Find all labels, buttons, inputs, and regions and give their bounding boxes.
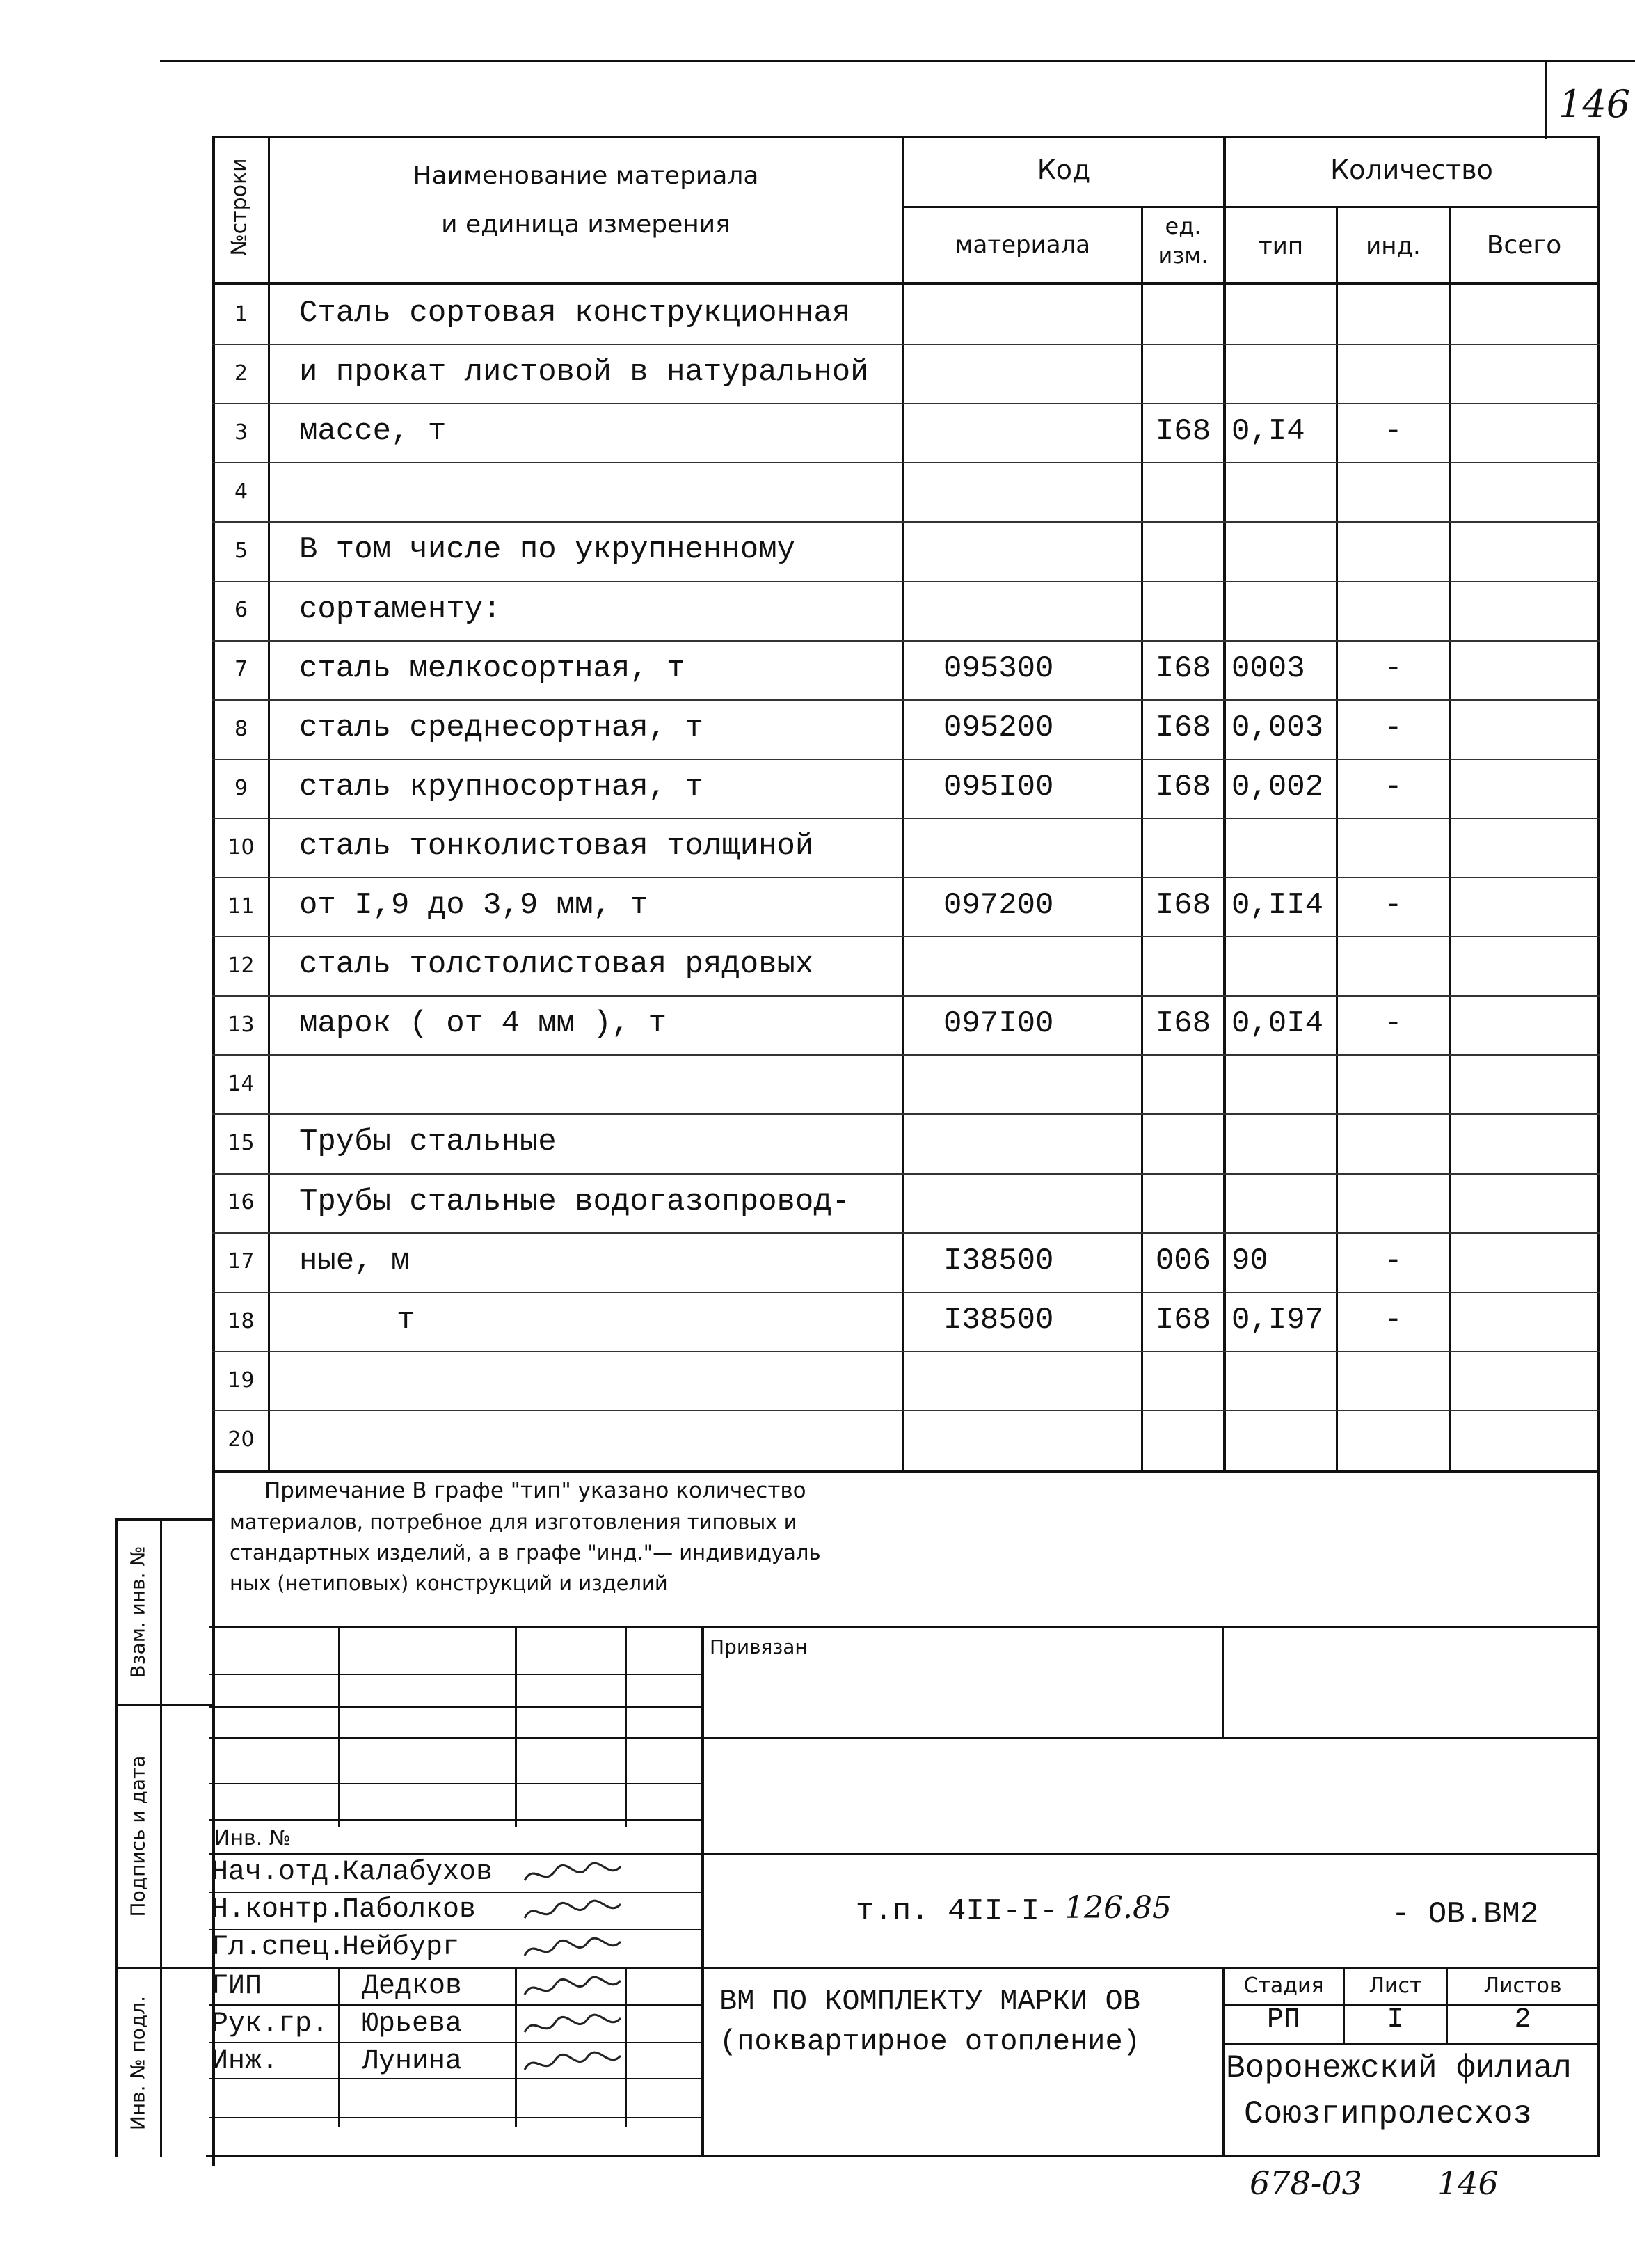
signer-role: ГИП xyxy=(212,1971,262,2002)
unit-code: I68 xyxy=(1155,710,1211,745)
signer-name: Юрьева xyxy=(362,2008,463,2040)
row-number: 16 xyxy=(228,1190,255,1215)
side-label-podpis: Подпись и дата xyxy=(126,1755,150,1917)
row-number: 14 xyxy=(228,1072,255,1097)
stage-value: РП xyxy=(1266,2004,1300,2036)
name-header-line2: и единица измерения xyxy=(441,210,731,239)
signature-icon xyxy=(520,2049,625,2082)
unit-code: I68 xyxy=(1155,888,1211,923)
material-name: и прокат листовой в натуральной xyxy=(299,355,869,390)
unit-code: I68 xyxy=(1155,1006,1211,1042)
signer-role: Нач.отд. xyxy=(212,1857,346,1888)
unit-code: I68 xyxy=(1155,1302,1211,1338)
row-number: 18 xyxy=(228,1308,255,1333)
unit-code: I68 xyxy=(1155,414,1211,450)
signer-role: Н.контр. xyxy=(212,1894,346,1926)
doc-code-right: - ОВ.ВМ2 xyxy=(1391,1897,1539,1932)
note-line4: ных (нетиповых) конструкций и изделий xyxy=(230,1571,668,1595)
signer-name: Калабухов xyxy=(342,1857,493,1888)
row-number: 15 xyxy=(228,1131,255,1156)
type-quantity: 0,I4 xyxy=(1231,414,1305,450)
individual-quantity: - xyxy=(1384,769,1403,804)
name-header-line1: Наименование материала xyxy=(413,161,759,190)
material-code: 095300 xyxy=(943,651,1054,686)
unit-code: I68 xyxy=(1155,651,1211,686)
material-code: I38500 xyxy=(943,1243,1054,1278)
signature-icon xyxy=(520,1897,625,1930)
individual-quantity: - xyxy=(1384,710,1403,745)
row-number: 12 xyxy=(228,953,255,978)
material-name: Трубы стальные xyxy=(299,1125,557,1160)
material-name: сталь тонколистовая толщиной xyxy=(299,828,814,864)
unit-code: I68 xyxy=(1155,769,1211,804)
type-quantity: 0,0I4 xyxy=(1231,1006,1324,1042)
row-number: 20 xyxy=(228,1427,255,1452)
material-name: В том числе по укрупненному xyxy=(299,532,795,568)
type-quantity: 0,003 xyxy=(1231,710,1324,745)
material-code: 095I00 xyxy=(943,769,1054,804)
material-name: от I,9 до 3,9 мм, т xyxy=(299,888,648,923)
unit-header-line1: ед. xyxy=(1165,213,1202,239)
material-name: марок ( от 4 мм ), т xyxy=(299,1006,667,1042)
doc-code-handwritten: 126.85 xyxy=(1064,1890,1172,1926)
row-number: 6 xyxy=(234,598,248,623)
page-number: 146 xyxy=(1558,82,1631,126)
material-name: сталь мелкосортная, т xyxy=(299,651,685,686)
unit-header-line2: изм. xyxy=(1158,242,1209,269)
individual-quantity: - xyxy=(1384,1243,1403,1278)
individual-quantity: - xyxy=(1384,651,1403,686)
row-number: 17 xyxy=(228,1249,255,1274)
row-number: 11 xyxy=(228,894,255,919)
doc-code-left: т.п. 4II-I- xyxy=(856,1894,1058,1929)
sheets-label: Листов xyxy=(1483,1974,1562,1998)
type-quantity: 0,I97 xyxy=(1231,1302,1324,1338)
type-quantity: 0003 xyxy=(1231,651,1305,686)
material-code: 097200 xyxy=(943,888,1054,923)
unit-code: 006 xyxy=(1155,1243,1211,1278)
material-name: т xyxy=(397,1302,415,1338)
signer-role: Рук.гр. xyxy=(212,2008,329,2040)
privyazan-label: Привязан xyxy=(710,1635,808,1658)
row-number-header: №строки xyxy=(227,158,252,256)
side-label-vzam: Взам. инв. № xyxy=(126,1546,150,1679)
individual-quantity: - xyxy=(1384,1302,1403,1338)
individual-quantity: - xyxy=(1384,888,1403,923)
material-name: массе, т xyxy=(299,414,447,450)
material-code: 097I00 xyxy=(943,1006,1054,1042)
row-number: 10 xyxy=(228,834,255,859)
signer-name: Дедков xyxy=(362,1971,463,2002)
org-line2: Союзгипролесхоз xyxy=(1244,2096,1533,2132)
material-code: I38500 xyxy=(943,1302,1054,1338)
row-number: 2 xyxy=(234,360,248,386)
row-number: 7 xyxy=(234,657,248,682)
side-label-inv-podl: Инв. № подл. xyxy=(126,1995,150,2131)
row-number: 9 xyxy=(234,775,248,800)
note-line1: Примечание В графе "тип" указано количество xyxy=(264,1478,806,1503)
signer-role: Инж. xyxy=(212,2046,279,2077)
row-number: 3 xyxy=(234,420,248,445)
type-quantity: 90 xyxy=(1231,1243,1268,1278)
individual-quantity: - xyxy=(1384,1006,1403,1042)
material-name: сталь крупносортная, т xyxy=(299,769,703,804)
material-code-header: материала xyxy=(955,231,1091,259)
type-quantity: 0,002 xyxy=(1231,769,1324,804)
material-name: ные, м xyxy=(299,1243,410,1278)
doc-title-line2: (поквартирное отопление) xyxy=(719,2025,1140,2059)
sheet-value: I xyxy=(1387,2004,1404,2036)
signature-icon xyxy=(520,1859,625,1893)
material-name: сортаменту: xyxy=(299,592,502,627)
individual-quantity: - xyxy=(1384,414,1403,450)
quantity-header: Количество xyxy=(1330,154,1493,185)
footer-page: 146 xyxy=(1437,2164,1499,2202)
sheets-value: 2 xyxy=(1514,2004,1531,2036)
row-number: 8 xyxy=(234,716,248,741)
signer-role: Гл.спец. xyxy=(212,1932,346,1963)
sheet-label: Лист xyxy=(1369,1974,1422,1998)
doc-title-line1: ВМ ПО КОМПЛЕКТУ МАРКИ ОВ xyxy=(719,1985,1140,2018)
code-header: Код xyxy=(1037,154,1091,185)
row-number: 1 xyxy=(234,301,248,326)
page-number-border xyxy=(1545,60,1547,139)
signature-icon xyxy=(520,1935,625,1968)
signer-name: Паболков xyxy=(342,1894,477,1926)
total-header: Всего xyxy=(1486,231,1562,260)
signature-icon xyxy=(520,1974,625,2007)
signer-name: Нейбург xyxy=(342,1932,460,1963)
signature-icon xyxy=(520,2011,625,2045)
note-line3: стандартных изделий, а в графе "инд."— индивидуаль xyxy=(230,1541,821,1564)
top-rule xyxy=(160,60,1635,62)
note-line2: материалов, потребное для изготовления типовых и xyxy=(230,1510,797,1534)
row-number: 13 xyxy=(228,1013,255,1037)
row-number: 19 xyxy=(228,1367,255,1393)
material-name: Сталь сортовая конструкционная xyxy=(299,296,851,331)
material-name: сталь среднесортная, т xyxy=(299,710,703,745)
material-code: 095200 xyxy=(943,710,1054,745)
material-name: Трубы стальные водогазопровод- xyxy=(299,1184,851,1219)
inv-number-label: Инв. № xyxy=(214,1826,292,1850)
org-line1: Воронежский филиал xyxy=(1226,2050,1572,2086)
type-quantity: 0,II4 xyxy=(1231,888,1324,923)
material-name: сталь толстолистовая рядовых xyxy=(299,947,814,983)
row-number: 5 xyxy=(234,539,248,564)
row-number: 4 xyxy=(234,479,248,505)
footer-stamp: 678-03 xyxy=(1250,2164,1362,2202)
signer-name: Лунина xyxy=(362,2046,463,2077)
stage-label: Стадия xyxy=(1243,1974,1324,1998)
individual-header: инд. xyxy=(1366,232,1421,260)
type-header: тип xyxy=(1258,232,1304,260)
